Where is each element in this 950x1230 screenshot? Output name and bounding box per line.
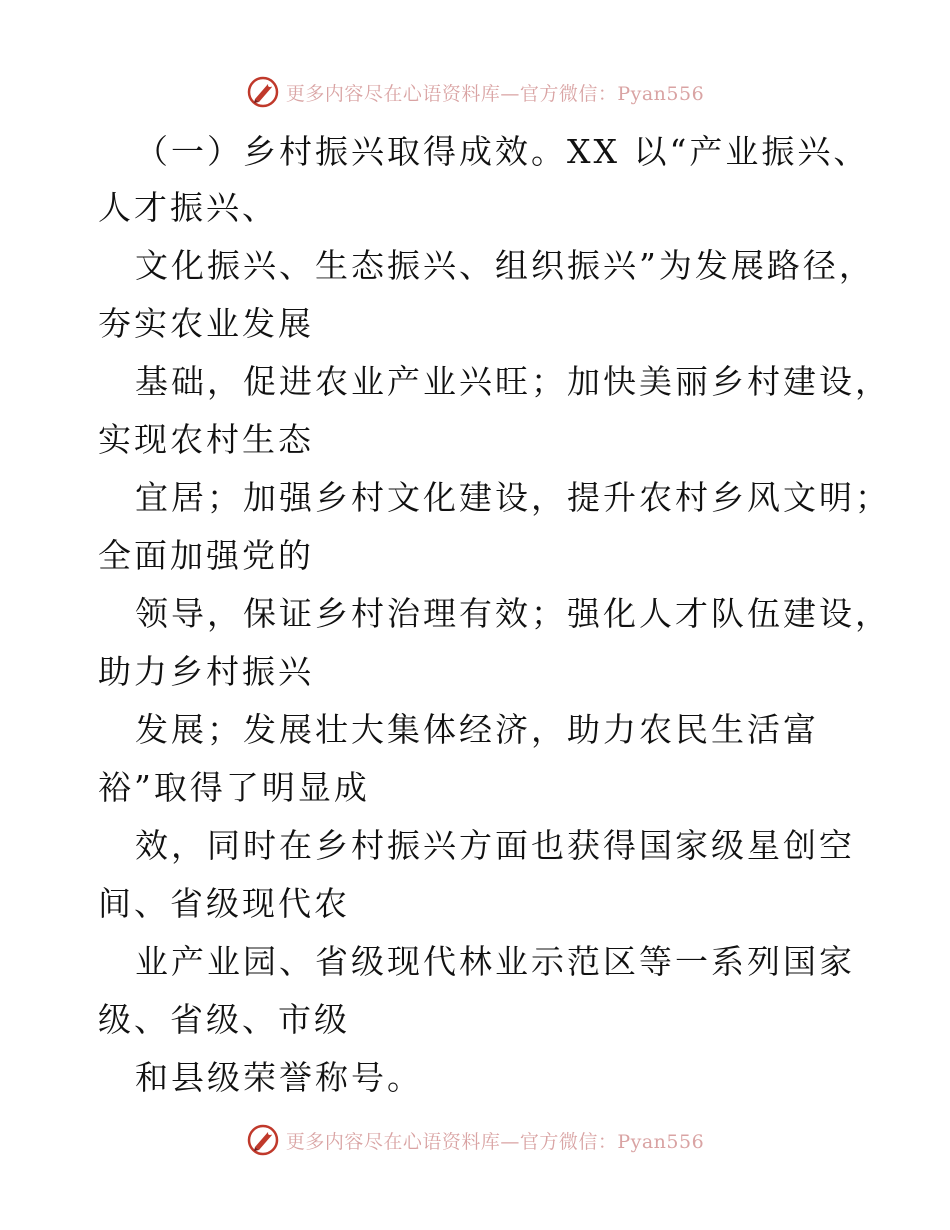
paragraph-line: 助力乡村振兴 xyxy=(98,652,314,691)
paragraph-line: 领导，保证乡村治理有效；强化人才队伍建设， xyxy=(135,594,891,633)
paragraph-line: 全面加强党的 xyxy=(98,536,314,575)
paragraph-line: 实现农村生态 xyxy=(98,420,314,459)
paragraph-line: 裕”取得了明显成 xyxy=(98,768,370,807)
paragraph-line: 文化振兴、生态振兴、组织振兴”为发展路径， xyxy=(135,246,875,285)
pen-logo-icon xyxy=(246,75,280,109)
paragraph-line: 夯实农业发展 xyxy=(98,304,314,343)
paragraph-line: 宜居；加强乡村文化建设，提升农村乡风文明； xyxy=(135,478,891,517)
paragraph-line: （一）乡村振兴取得成效。XX 以“产业振兴、 xyxy=(135,132,870,171)
paragraph-line: 和县级荣誉称号。 xyxy=(135,1058,423,1097)
header-banner xyxy=(0,72,950,112)
banner-text: 更多内容尽在心语资料库—官方微信：Pyan556 xyxy=(285,1130,705,1153)
paragraph-line: 基础，促进农业产业兴旺；加快美丽乡村建设， xyxy=(135,362,891,401)
banner-text: 更多内容尽在心语资料库—官方微信：Pyan556 xyxy=(285,82,705,105)
pen-logo-icon xyxy=(246,1123,280,1157)
wechat-id: Pyan556 xyxy=(617,82,705,105)
footer-banner xyxy=(0,1120,950,1160)
paragraph-line: 发展；发展壮大集体经济，助力农民生活富 xyxy=(135,710,819,749)
paragraph-line: 效，同时在乡村振兴方面也获得国家级星创空 xyxy=(135,826,855,865)
wechat-id: Pyan556 xyxy=(617,1130,705,1153)
paragraph-line: 业产业园、省级现代林业示范区等一系列国家 xyxy=(135,942,855,981)
paragraph-line: 人才振兴、 xyxy=(98,188,278,227)
paragraph-line: 级、省级、市级 xyxy=(98,1000,350,1039)
paragraph-line: 间、省级现代农 xyxy=(98,884,350,923)
